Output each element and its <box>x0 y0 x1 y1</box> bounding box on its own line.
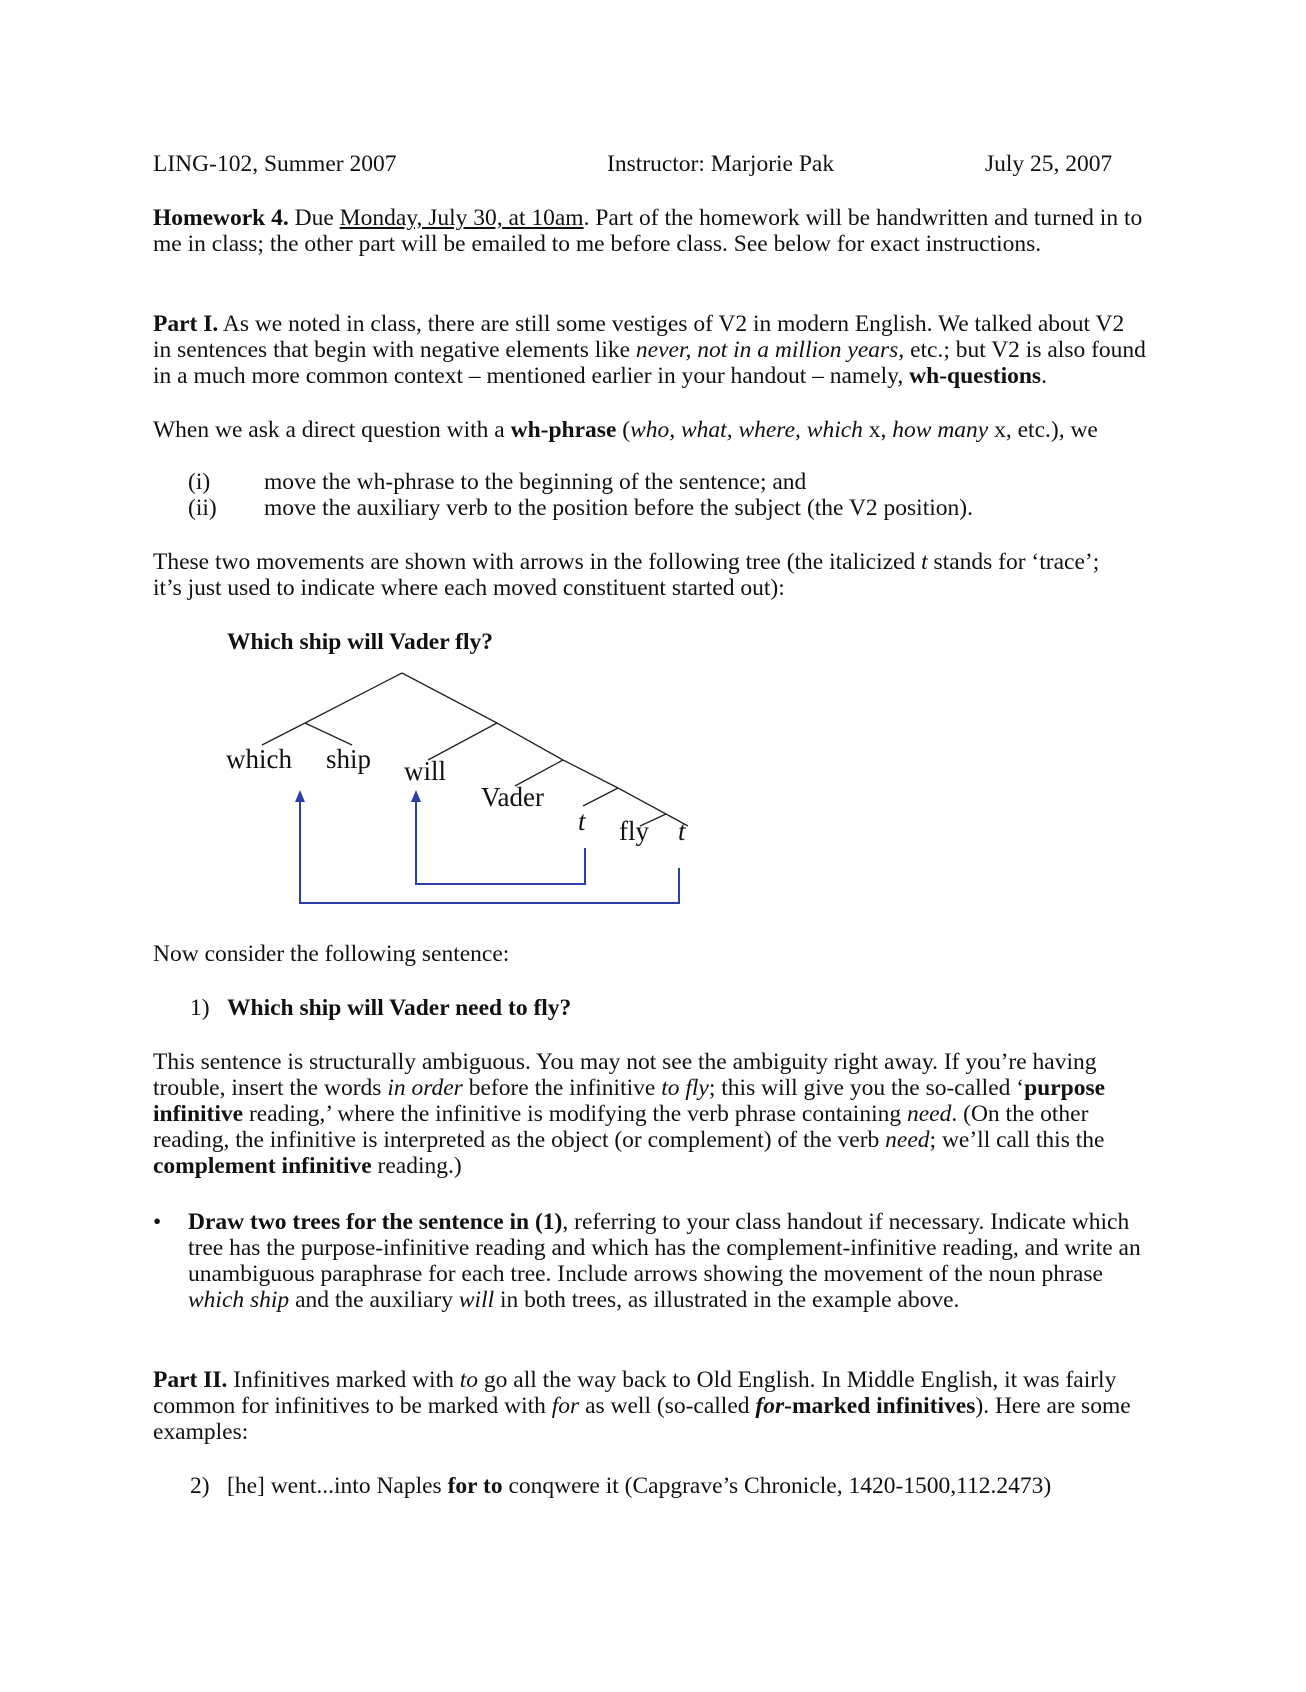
task-line-2: tree has the purpose-infinitive reading and which has the complement-infinitive reading, and write an <box>188 1235 1141 1261</box>
tree-branch <box>618 788 666 814</box>
example-2-text: [he] went...into Naples for to conqwere it (Capgrave’s Chronicle, 1420-1500,112.2473) <box>227 1473 1052 1499</box>
tree-branch <box>497 723 563 760</box>
part2-line-1: Part II. Infinitives marked with to go all the way back to Old English. In Middle English, it was fairly <box>153 1367 1117 1393</box>
example-1-num: 1) <box>190 995 210 1021</box>
part2-line-2: common for infinitives to be marked with for as well (so-called for-marked infinitives). Here are some <box>153 1393 1131 1419</box>
tree-word-will: will <box>404 756 447 786</box>
tree-word-ship: ship <box>326 744 372 774</box>
part1-line-3: in a much more common context – mentioned earlier in your handout – namely, wh-questions. <box>153 363 1047 389</box>
tree-word-fly: fly <box>619 816 649 846</box>
part1-para3-line-1: These two movements are shown with arrows in the following tree (the italicized t stands for ‘trace’; <box>153 549 1100 575</box>
ambiguity-line-5: complement infinitive reading.) <box>153 1153 462 1179</box>
example-2-num: 2) <box>190 1473 210 1499</box>
instructor-header: Instructor: Marjorie Pak <box>607 151 835 177</box>
task-line-3: unambiguous paraphrase for each tree. Include arrows showing the movement of the noun phrase <box>188 1261 1103 1287</box>
homework-line-2: me in class; the other part will be emailed to me before class. See below for exact instructions. <box>153 231 1042 257</box>
aux-arrowhead <box>411 790 421 802</box>
tree-word-trace-aux: t <box>578 806 586 836</box>
tree-word-vader: Vader <box>481 782 544 812</box>
tree-word-which: which <box>226 744 292 774</box>
part2-line-3: examples: <box>153 1419 249 1445</box>
consider-intro: Now consider the following sentence: <box>153 941 510 967</box>
ambiguity-line-3: infinitive reading,’ where the infinitive is modifying the verb phrase containing need. (On the other <box>153 1101 1089 1127</box>
ambiguity-line-1: This sentence is structurally ambiguous. You may not see the ambiguity right away. If you’re having <box>153 1049 1097 1075</box>
tree-branch <box>428 723 497 760</box>
wh-arrowhead <box>295 790 305 802</box>
tree-branch <box>402 673 497 723</box>
tree-title: Which ship will Vader fly? <box>227 629 493 655</box>
list-item-2-text: move the auxiliary verb to the position before the subject (the V2 position). <box>264 495 973 521</box>
task-bullet: • <box>153 1209 162 1235</box>
part1-para3-line-2: it’s just used to indicate where each moved constituent started out): <box>153 575 785 601</box>
tree-branch <box>262 723 305 745</box>
part1-line-2: in sentences that begin with negative elements like never, not in a million years, etc.; but V2 is also found <box>153 337 1146 363</box>
ambiguity-line-4: reading, the infinitive is interpreted as the object (or complement) of the verb need; we’ll call this the <box>153 1127 1105 1153</box>
list-item-1-num: (i) <box>188 469 211 495</box>
example-1-text: Which ship will Vader need to fly? <box>227 995 572 1021</box>
task-line-1: Draw two trees for the sentence in (1), referring to your class handout if necessary. Indicate which <box>188 1209 1130 1235</box>
tree-word-trace-wh: t <box>678 816 686 846</box>
list-item-2-num: (ii) <box>188 495 217 521</box>
tree-branch <box>563 760 618 788</box>
task-line-4: which ship and the auxiliary will in both trees, as illustrated in the example above. <box>188 1287 960 1313</box>
tree-branch <box>583 788 618 806</box>
ambiguity-line-2: trouble, insert the words in order before the infinitive to fly; this will give you the so-called ‘purpose <box>153 1075 1106 1101</box>
tree-branch <box>305 723 352 745</box>
date-header: July 25, 2007 <box>985 151 1113 177</box>
list-item-1-text: move the wh-phrase to the beginning of the sentence; and <box>264 469 807 495</box>
homework-line-1: Homework 4. Due Monday, July 30, at 10am. Part of the homework will be handwritten and turned in to <box>153 205 1143 231</box>
part1-para2: When we ask a direct question with a wh-phrase (who, what, where, which x, how many x, etc.), we <box>153 417 1098 443</box>
tree-branch <box>305 673 402 723</box>
course-header: LING-102, Summer 2007 <box>153 151 397 177</box>
part1-line-1: Part I. As we noted in class, there are still some vestiges of V2 in modern English. We talked about V2 <box>153 311 1125 337</box>
